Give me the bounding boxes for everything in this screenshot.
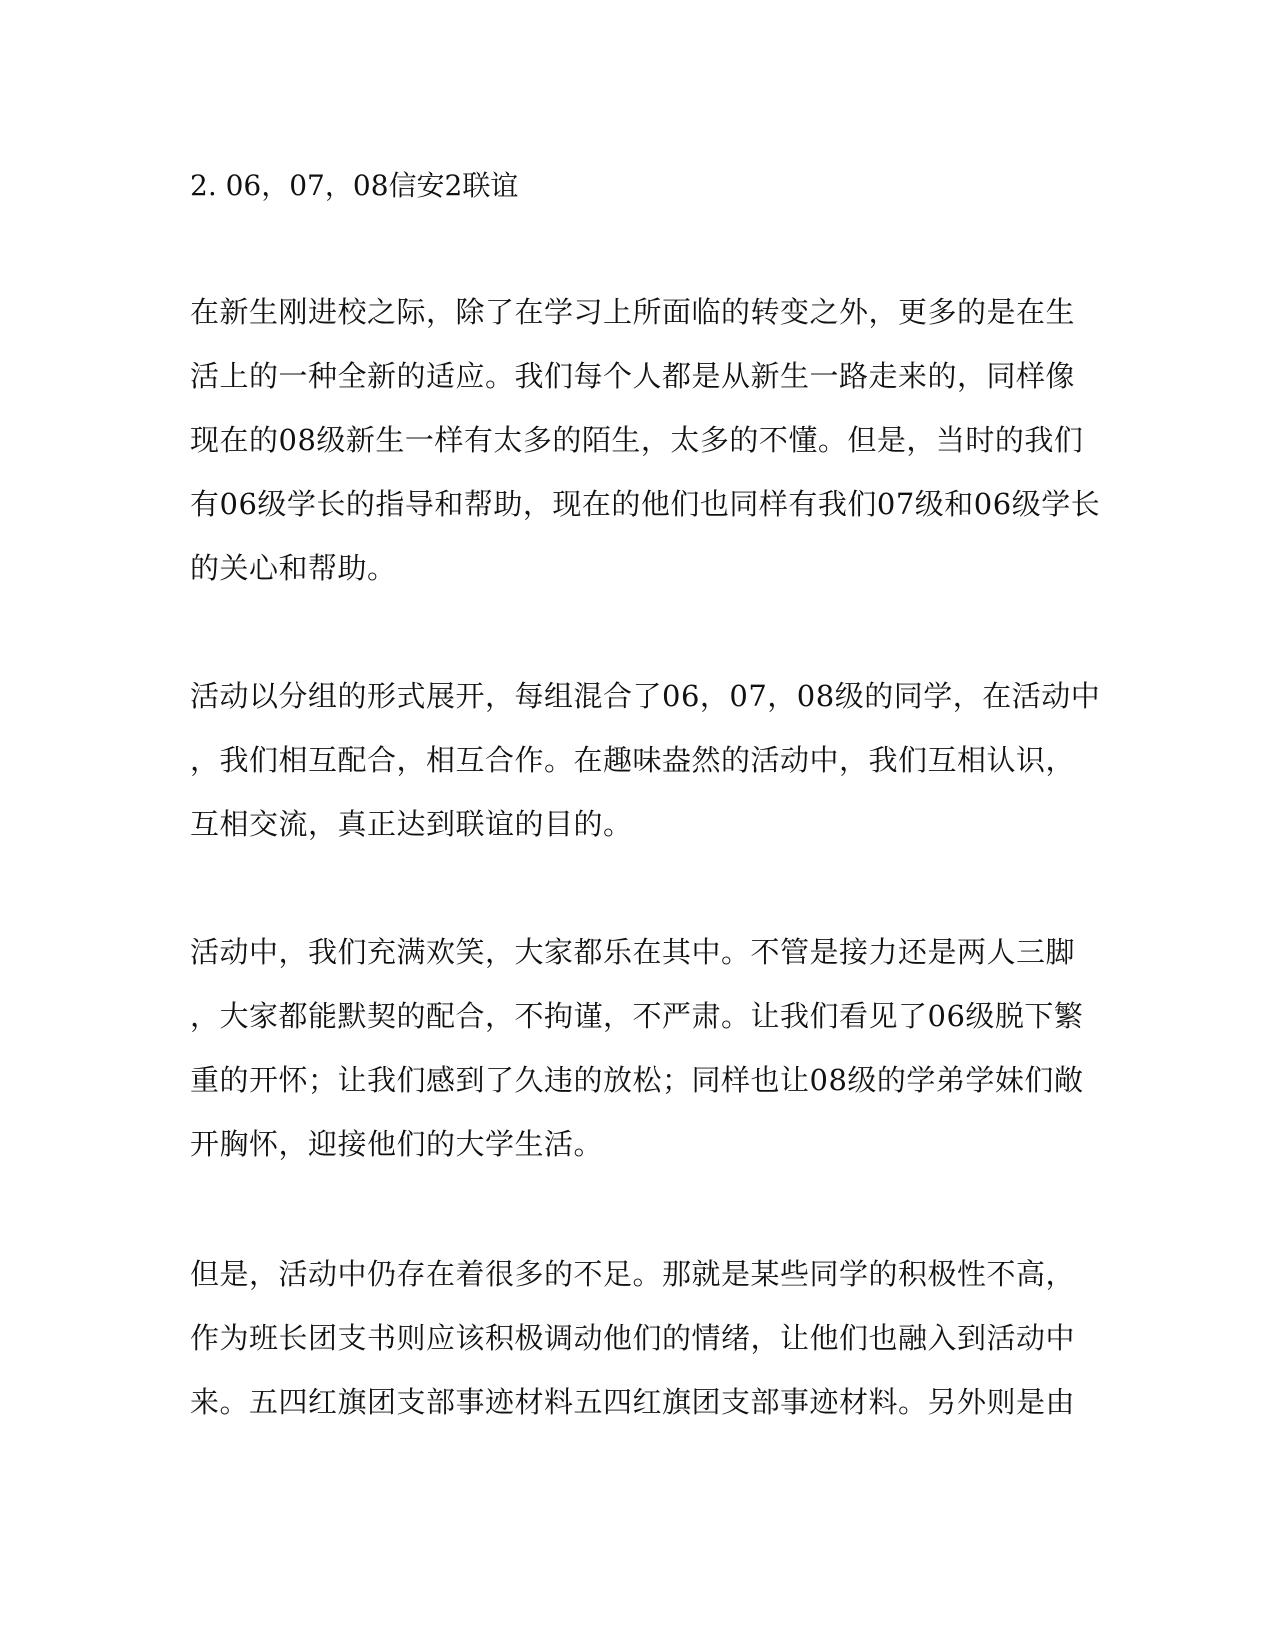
paragraph-line: ，大家都能默契的配合，不拘谨，不严肃。让我们看见了06级脱下繁 xyxy=(190,999,1084,1033)
paragraph-shortcomings xyxy=(190,1254,1076,1446)
paragraph-activity-joy xyxy=(190,932,1084,1188)
paragraph-line: 现在的08级新生一样有太多的陌生，太多的不懂。但是，当时的我们 xyxy=(190,423,1084,457)
section-heading: 2. 06，07，08信安2联谊 xyxy=(190,169,519,202)
paragraph-line: 活上的一种全新的适应。我们每个人都是从新生一路走来的，同样像 xyxy=(190,359,1076,393)
paragraph-line: 活动以分组的形式展开，每组混合了06，07，08级的同学，在活动中 xyxy=(190,679,1101,713)
paragraph-line: 作为班长团支书则应该积极调动他们的情绪，让他们也融入到活动中 xyxy=(190,1321,1076,1355)
paragraph-line: 但是，活动中仍存在着很多的不足。那就是某些同学的积极性不高， xyxy=(190,1257,1076,1291)
paragraph-line: 来。五四红旗团支部事迹材料五四红旗团支部事迹材料。另外则是由 xyxy=(190,1385,1076,1419)
paragraph-newcomer-adaptation xyxy=(190,292,1101,612)
paragraph-line: 在新生刚进校之际，除了在学习上所面临的转变之外，更多的是在生 xyxy=(190,295,1076,329)
paragraph-line: 互相交流，真正达到联谊的目的。 xyxy=(190,807,633,841)
paragraph-line: 有06级学长的指导和帮助，现在的他们也同样有我们07级和06级学长 xyxy=(190,487,1101,521)
paragraph-line: 的关心和帮助。 xyxy=(190,551,397,585)
paragraph-line: ，我们相互配合，相互合作。在趣味盎然的活动中，我们互相认识， xyxy=(190,743,1076,777)
paragraph-group-activity xyxy=(190,676,1101,868)
paragraph-line: 活动中，我们充满欢笑，大家都乐在其中。不管是接力还是两人三脚 xyxy=(190,935,1076,969)
paragraph-line: 重的开怀；让我们感到了久违的放松；同样也让08级的学弟学妹们敞 xyxy=(190,1063,1084,1097)
paragraph-line: 开胸怀，迎接他们的大学生活。 xyxy=(190,1127,604,1161)
